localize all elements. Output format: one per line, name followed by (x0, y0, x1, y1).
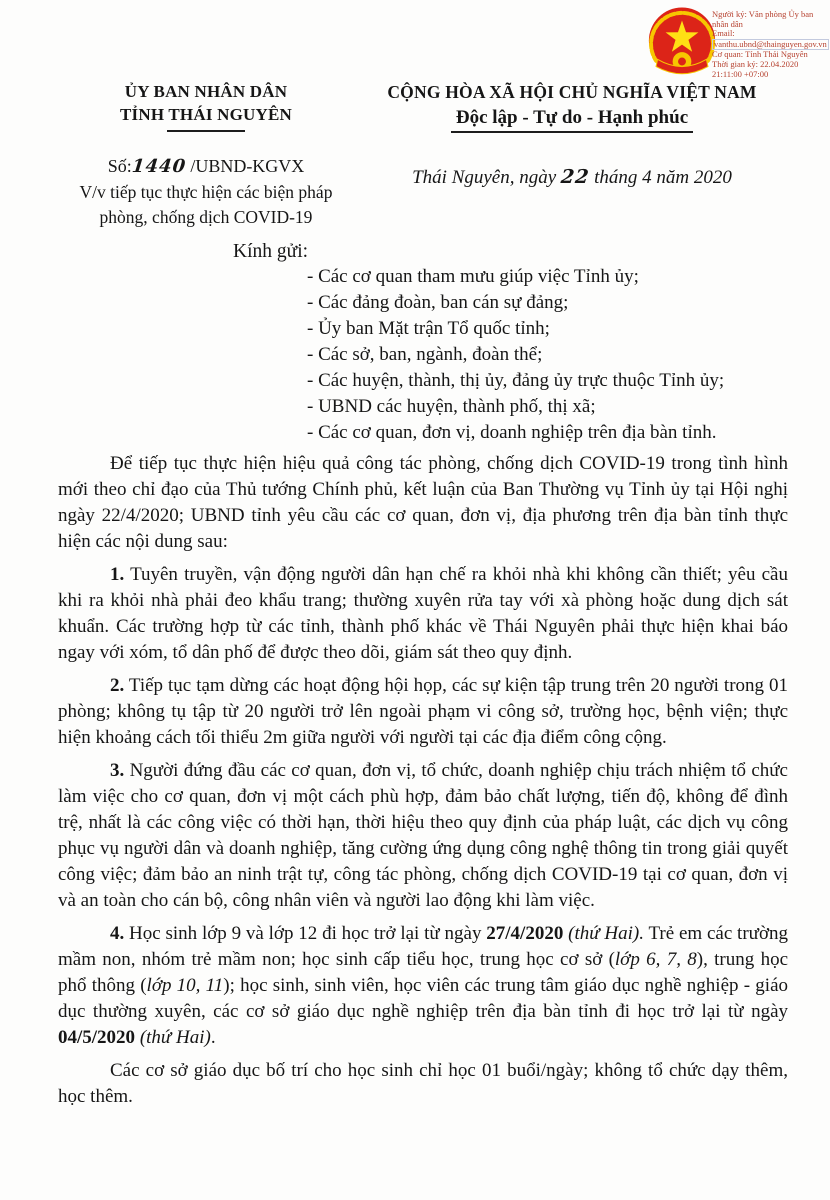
recipient-item: - Ủy ban Mặt trận Tổ quốc tỉnh; (307, 318, 550, 339)
subject-line: phòng, chống dịch COVID-19 (99, 207, 313, 227)
vietnam-national-emblem-icon (646, 6, 718, 81)
date-day-handwritten: 22 (559, 166, 591, 188)
paragraph-number: 2. (110, 675, 125, 696)
numbered-paragraph-3: 3. Người đứng đầu các cơ quan, đơn vị, tổ chức, doanh nghiệp chịu trách nhiệm tổ chức làm việc cho cơ quan, đơn vị một cách phù hợp, đảm bảo chất lượng, tiến độ, không để đình trệ, nhất là các công việc có thời hạn, thời hiệu theo quy định của pháp luật, các dịch vụ công phục vụ người dân và doanh nghiệp, tăng cường ứng dụng công nghệ thông tin trong giải quyết công việc; đảm bảo an ninh trật tự, công tác phòng, chống dịch COVID-19 tại cơ quan, đơn vị và an toàn cho cán bộ, công nhân viên và người lao động khi làm việc. (58, 760, 788, 911)
place-and-date-line (354, 166, 790, 189)
subject-line: V/v tiếp tục thực hiện các biện pháp (79, 182, 333, 202)
document-number (58, 156, 354, 177)
reopen-date-1: 27/4/2020 (486, 923, 564, 944)
document-body (58, 451, 788, 1110)
doc-number-handwritten: 1440 (130, 156, 187, 177)
signature-signer-line: nhân dân (712, 18, 743, 29)
salutation-label: Kính gửi: (233, 241, 309, 262)
numbered-paragraph-2: 2. Tiếp tục tạm dừng các hoạt động hội họp, các sự kiện tập trung trên 20 người trong 01 phòng; không tụ tập từ 20 người trở lên ngoài phạm vi công sở, trường học, bệnh viện; thực hiện khoảng cách tối thiểu 2m giữa người với người tại các địa điểm công cộng. (58, 675, 788, 748)
closing-paragraph: Các cơ sở giáo dục bố trí cho học sinh chỉ học 01 buổi/ngày; không tổ chức dạy thêm, học thêm. (58, 1060, 788, 1107)
header-divider-line (167, 130, 245, 132)
signature-time-line: 21:11:00 +07:00 (712, 68, 769, 79)
signature-email-value: vanthu.ubnd@thainguyen.gov.vn (714, 38, 827, 49)
date-prefix: Thái Nguyên, ngày (412, 167, 561, 188)
grade-list-2: lớp 10, 11 (146, 975, 224, 996)
digital-signature-area (0, 0, 830, 78)
numbered-paragraph-4: 4. Học sinh lớp 9 và lớp 12 đi học trở lại từ ngày 27/4/2020 (thứ Hai). Trẻ em các trường mầm non, nhóm trẻ mầm non; học sinh cấp tiểu học, trung học cơ sở (lớp 6, 7, 8), trung học phổ thông (lớp 10, 11); học sinh, sinh viên, học viên các trung tâm giáo dục nghề nghiệp - giáo dục thường xuyên, các cơ sở giáo dục nghề nghiệp trên địa bàn tỉnh đi học trở lại từ ngày 04/5/2020 (thứ Hai). (58, 923, 789, 1048)
signature-signer-line: Người ký: Văn phòng Ủy ban (712, 9, 814, 19)
issuing-org-province: TỈNH THÁI NGUYÊN (120, 105, 292, 124)
paragraph-number: 1. (110, 564, 125, 585)
grade-list-1: lớp 6, 7, 8 (614, 949, 697, 970)
document-header (0, 78, 830, 230)
signature-time-line: Thời gian ký: 22.04.2020 (712, 58, 799, 69)
document-subject (58, 180, 354, 230)
doc-number-suffix: /UBND-KGVX (185, 156, 305, 176)
national-title: CỘNG HÒA XÃ HỘI CHỦ NGHĨA VIỆT NAM (387, 82, 757, 102)
issuing-org-name: ỦY BAN NHÂN DÂN (124, 82, 288, 101)
digital-signature-stamp (712, 10, 830, 79)
reopen-date-2: 04/5/2020 (58, 1027, 136, 1048)
weekday-note-2: (thứ Hai) (135, 1027, 211, 1048)
national-motto: Độc lập - Tự do - Hạnh phúc (354, 107, 790, 129)
paragraph-number: 4. (110, 923, 125, 944)
doc-number-label: Số: (107, 156, 132, 176)
recipient-list (307, 264, 800, 446)
intro-paragraph: Để tiếp tục thực hiện hiệu quả công tác phòng, chống dịch COVID-19 trong tình hình mới theo chỉ đạo của Thủ tướng Chính phủ, kết luận của Ban Thường vụ Tỉnh ủy tại Hội nghị ngày 22/4/2020; UBND tỉnh yêu cầu các cơ quan, đơn vị, địa phương trên địa bàn tỉnh thực hiện các nội dung sau: (58, 453, 788, 552)
recipient-item: - UBND các huyện, thành phố, thị xã; (307, 396, 596, 417)
issuing-agency-block (58, 80, 354, 230)
paragraph-number: 3. (110, 760, 125, 781)
recipient-item: - Các huyện, thành, thị ủy, đảng ủy trực thuộc Tỉnh ủy; (307, 370, 725, 391)
signature-email-label: Email: (712, 28, 735, 39)
recipient-item: - Các sở, ban, ngành, đoàn thể; (307, 344, 543, 365)
recipient-item: - Các cơ quan tham mưu giúp việc Tỉnh ủy; (307, 266, 639, 287)
recipient-item: - Các cơ quan, đơn vị, doanh nghiệp trên địa bàn tỉnh. (307, 422, 717, 443)
numbered-paragraph-1: 1. Tuyên truyền, vận động người dân hạn chế ra khỏi nhà khi không cần thiết; yêu cầu khi ra khỏi nhà phải đeo khẩu trang; thường xuyên rửa tay với xà phòng hoặc dung dịch sát khuẩn. Các trường hợp từ các tỉnh, thành phố khác về Thái Nguyên phải thực hiện khai báo ngay với xóm, tổ dân phố để được theo dõi, giám sát theo quy định. (58, 564, 788, 663)
recipient-item: - Các đảng đoàn, ban cán sự đảng; (307, 292, 569, 313)
date-suffix: tháng 4 năm 2020 (589, 167, 732, 188)
weekday-note-1: (thứ Hai). (563, 923, 644, 944)
signature-agency-line: Cơ quan: Tỉnh Thái Nguyên (712, 49, 808, 60)
national-heading-block (354, 80, 790, 230)
